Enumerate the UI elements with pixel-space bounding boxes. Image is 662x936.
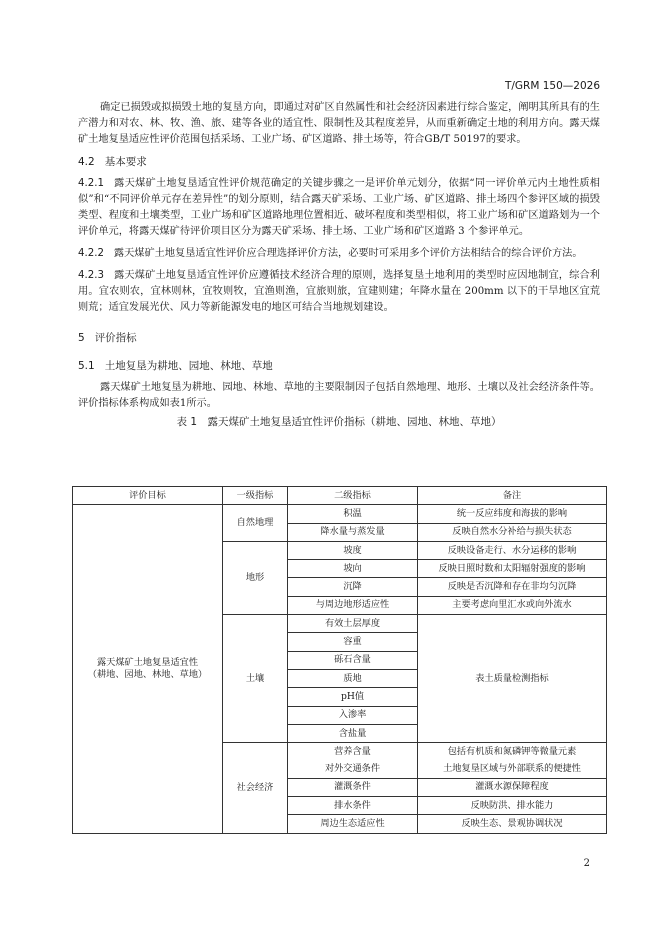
clause-4-2-3 bbox=[78, 268, 600, 316]
note-cell: 土地复垦区域与外部联系的便捷性 bbox=[418, 760, 607, 778]
section-title: 评价指标 bbox=[94, 332, 137, 344]
secondary-index-cell: 降水量与蒸发量 bbox=[288, 523, 418, 541]
note-cell: 统一反应纬度和海拔的影响 bbox=[418, 505, 607, 523]
note-cell: 主要考虑向里汇水或向外流水 bbox=[418, 596, 607, 614]
clause-number: 4.2.1 bbox=[78, 178, 104, 189]
clause-text: 露天煤矿土地复垦适宜性评价应合理选择评价方法，必要时可采用多个评价方法相结合的综合评价方法。 bbox=[113, 248, 583, 259]
secondary-index-cell: 砾石含量 bbox=[288, 651, 418, 669]
note-cell: 反映自然水分补给与损失状态 bbox=[418, 523, 607, 541]
clause-text: 露天煤矿土地复垦适宜性评价应遵循技术经济合理的原则，选择复垦土地利用的类型时应因地制宜，综合利用。宜农则农，宜林则林，宜牧则牧，宜渔则渔，宜旅则旅，宜建则建；年降水量在 200mm 以下的干旱地区宜荒则荒；适宜发展光伏、风力等新能源发电的地区可结合当地规划建设。 bbox=[78, 270, 600, 313]
note-cell: 反映生态、景观协调状况 bbox=[418, 815, 607, 833]
note-cell: 反映是否沉降和存在非均匀沉降 bbox=[418, 578, 607, 596]
paragraph-5-1: 露天煤矿土地复垦为耕地、园地、林地、草地的主要限制因子包括自然地理、地形、土壤以及社会经济条件等。评价指标体系构成如表1所示。 bbox=[78, 382, 600, 409]
target-subtext: （耕地、园地、林地、草地） bbox=[87, 668, 208, 680]
secondary-index-cell: 沉降 bbox=[288, 578, 418, 596]
section-title: 土地复垦为耕地、园地、林地、草地 bbox=[104, 360, 273, 372]
paragraph-intro: 确定已损毁或拟损毁土地的复垦方向，即通过对矿区自然属性和社会经济因素进行综合鉴定，阐明其所具有的生产潜力和对农、林、牧、渔、旅、建等各业的适宜性、限制性及其程度差异，从而重新确定土地的利用方向。露天煤矿土地复垦适应性评价范围包括采场、工业广场、矿区道路、排土场等，符合GB/T 50197的要求。 bbox=[78, 102, 600, 145]
note-cell: 灌溉水源保障程度 bbox=[418, 778, 607, 796]
section-4-2-heading bbox=[78, 154, 600, 170]
primary-index-cell: 社会经济 bbox=[223, 743, 288, 833]
table-header-row bbox=[73, 487, 607, 505]
note-cell: 反映日照时数和太阳辐射强度的影响 bbox=[418, 560, 607, 578]
section-number: 4.2 bbox=[78, 156, 95, 168]
secondary-index-cell: 排水条件 bbox=[288, 797, 418, 815]
note-cell: 反映设备走行、水分运移的影响 bbox=[418, 541, 607, 559]
note-cell: 表土质量检测指标 bbox=[418, 615, 607, 743]
secondary-index-cell: 含盐量 bbox=[288, 724, 418, 742]
clause-number: 4.2.2 bbox=[78, 248, 104, 259]
evaluation-index-table bbox=[72, 486, 607, 834]
secondary-index-cell: 有效土层厚度 bbox=[288, 615, 418, 633]
note-cell: 包括有机质和氮磷钾等微量元素 bbox=[418, 743, 607, 761]
secondary-index-cell: 容重 bbox=[288, 633, 418, 651]
secondary-index-cell: 入渗率 bbox=[288, 706, 418, 724]
primary-index-cell: 土壤 bbox=[223, 615, 288, 743]
primary-index-cell: 自然地理 bbox=[223, 505, 288, 542]
secondary-index-cell: 积温 bbox=[288, 505, 418, 523]
header-cell: 二级指标 bbox=[288, 487, 418, 505]
page-number: 2 bbox=[583, 858, 590, 869]
secondary-index-cell: 灌溉条件 bbox=[288, 778, 418, 796]
target-text: 露天煤矿土地复垦适宜性 bbox=[96, 656, 199, 668]
section-title: 基本要求 bbox=[104, 156, 147, 168]
secondary-index-cell: 营养含量 bbox=[288, 743, 418, 761]
section-5-1-heading bbox=[78, 358, 600, 374]
header-cell: 评价目标 bbox=[73, 487, 223, 505]
note-cell: 反映防洪、排水能力 bbox=[418, 797, 607, 815]
secondary-index-cell: 对外交通条件 bbox=[288, 760, 418, 778]
header-cell: 一级指标 bbox=[223, 487, 288, 505]
secondary-index-cell: pH值 bbox=[288, 688, 418, 706]
table-row bbox=[73, 505, 607, 523]
clause-text: 露天煤矿土地复垦适宜性评价规范确定的关键步骤之一是评价单元划分，依据“同一评价单元内土地性质相似”和“不同评价单元存在差异性”的划分原则，结合露天矿采场、工业广场、矿区道路、排土场四个参评区域的损毁类型、程度和土壤类型，工业广场和矿区道路地理位置相近、破坏程度和类型相似，将工业广场和矿区道路划为一个评价单元，将露天煤矿待评价项目区分为露天矿采场、排土场、工业广场和矿区道路 3 个参评单元。 bbox=[78, 178, 600, 237]
clause-4-2-1 bbox=[78, 176, 600, 240]
section-5-heading bbox=[78, 330, 600, 346]
document-body bbox=[78, 100, 600, 434]
secondary-index-cell: 质地 bbox=[288, 669, 418, 687]
secondary-index-cell: 坡度 bbox=[288, 541, 418, 559]
header-cell: 备注 bbox=[418, 487, 607, 505]
clause-4-2-2 bbox=[78, 246, 600, 262]
secondary-index-cell: 周边生态适应性 bbox=[288, 815, 418, 833]
table-caption: 表 1 露天煤矿土地复垦适宜性评价指标（耕地、园地、林地、草地） bbox=[176, 416, 502, 428]
section-number: 5.1 bbox=[78, 360, 95, 372]
target-cell bbox=[73, 505, 223, 833]
clause-number: 4.2.3 bbox=[78, 270, 104, 281]
secondary-index-cell: 与周边地形适应性 bbox=[288, 596, 418, 614]
doc-id-header: T/GRM 150—2026 bbox=[504, 80, 600, 92]
section-number: 5 bbox=[78, 332, 85, 344]
primary-index-cell: 地形 bbox=[223, 541, 288, 614]
secondary-index-cell: 坡向 bbox=[288, 560, 418, 578]
